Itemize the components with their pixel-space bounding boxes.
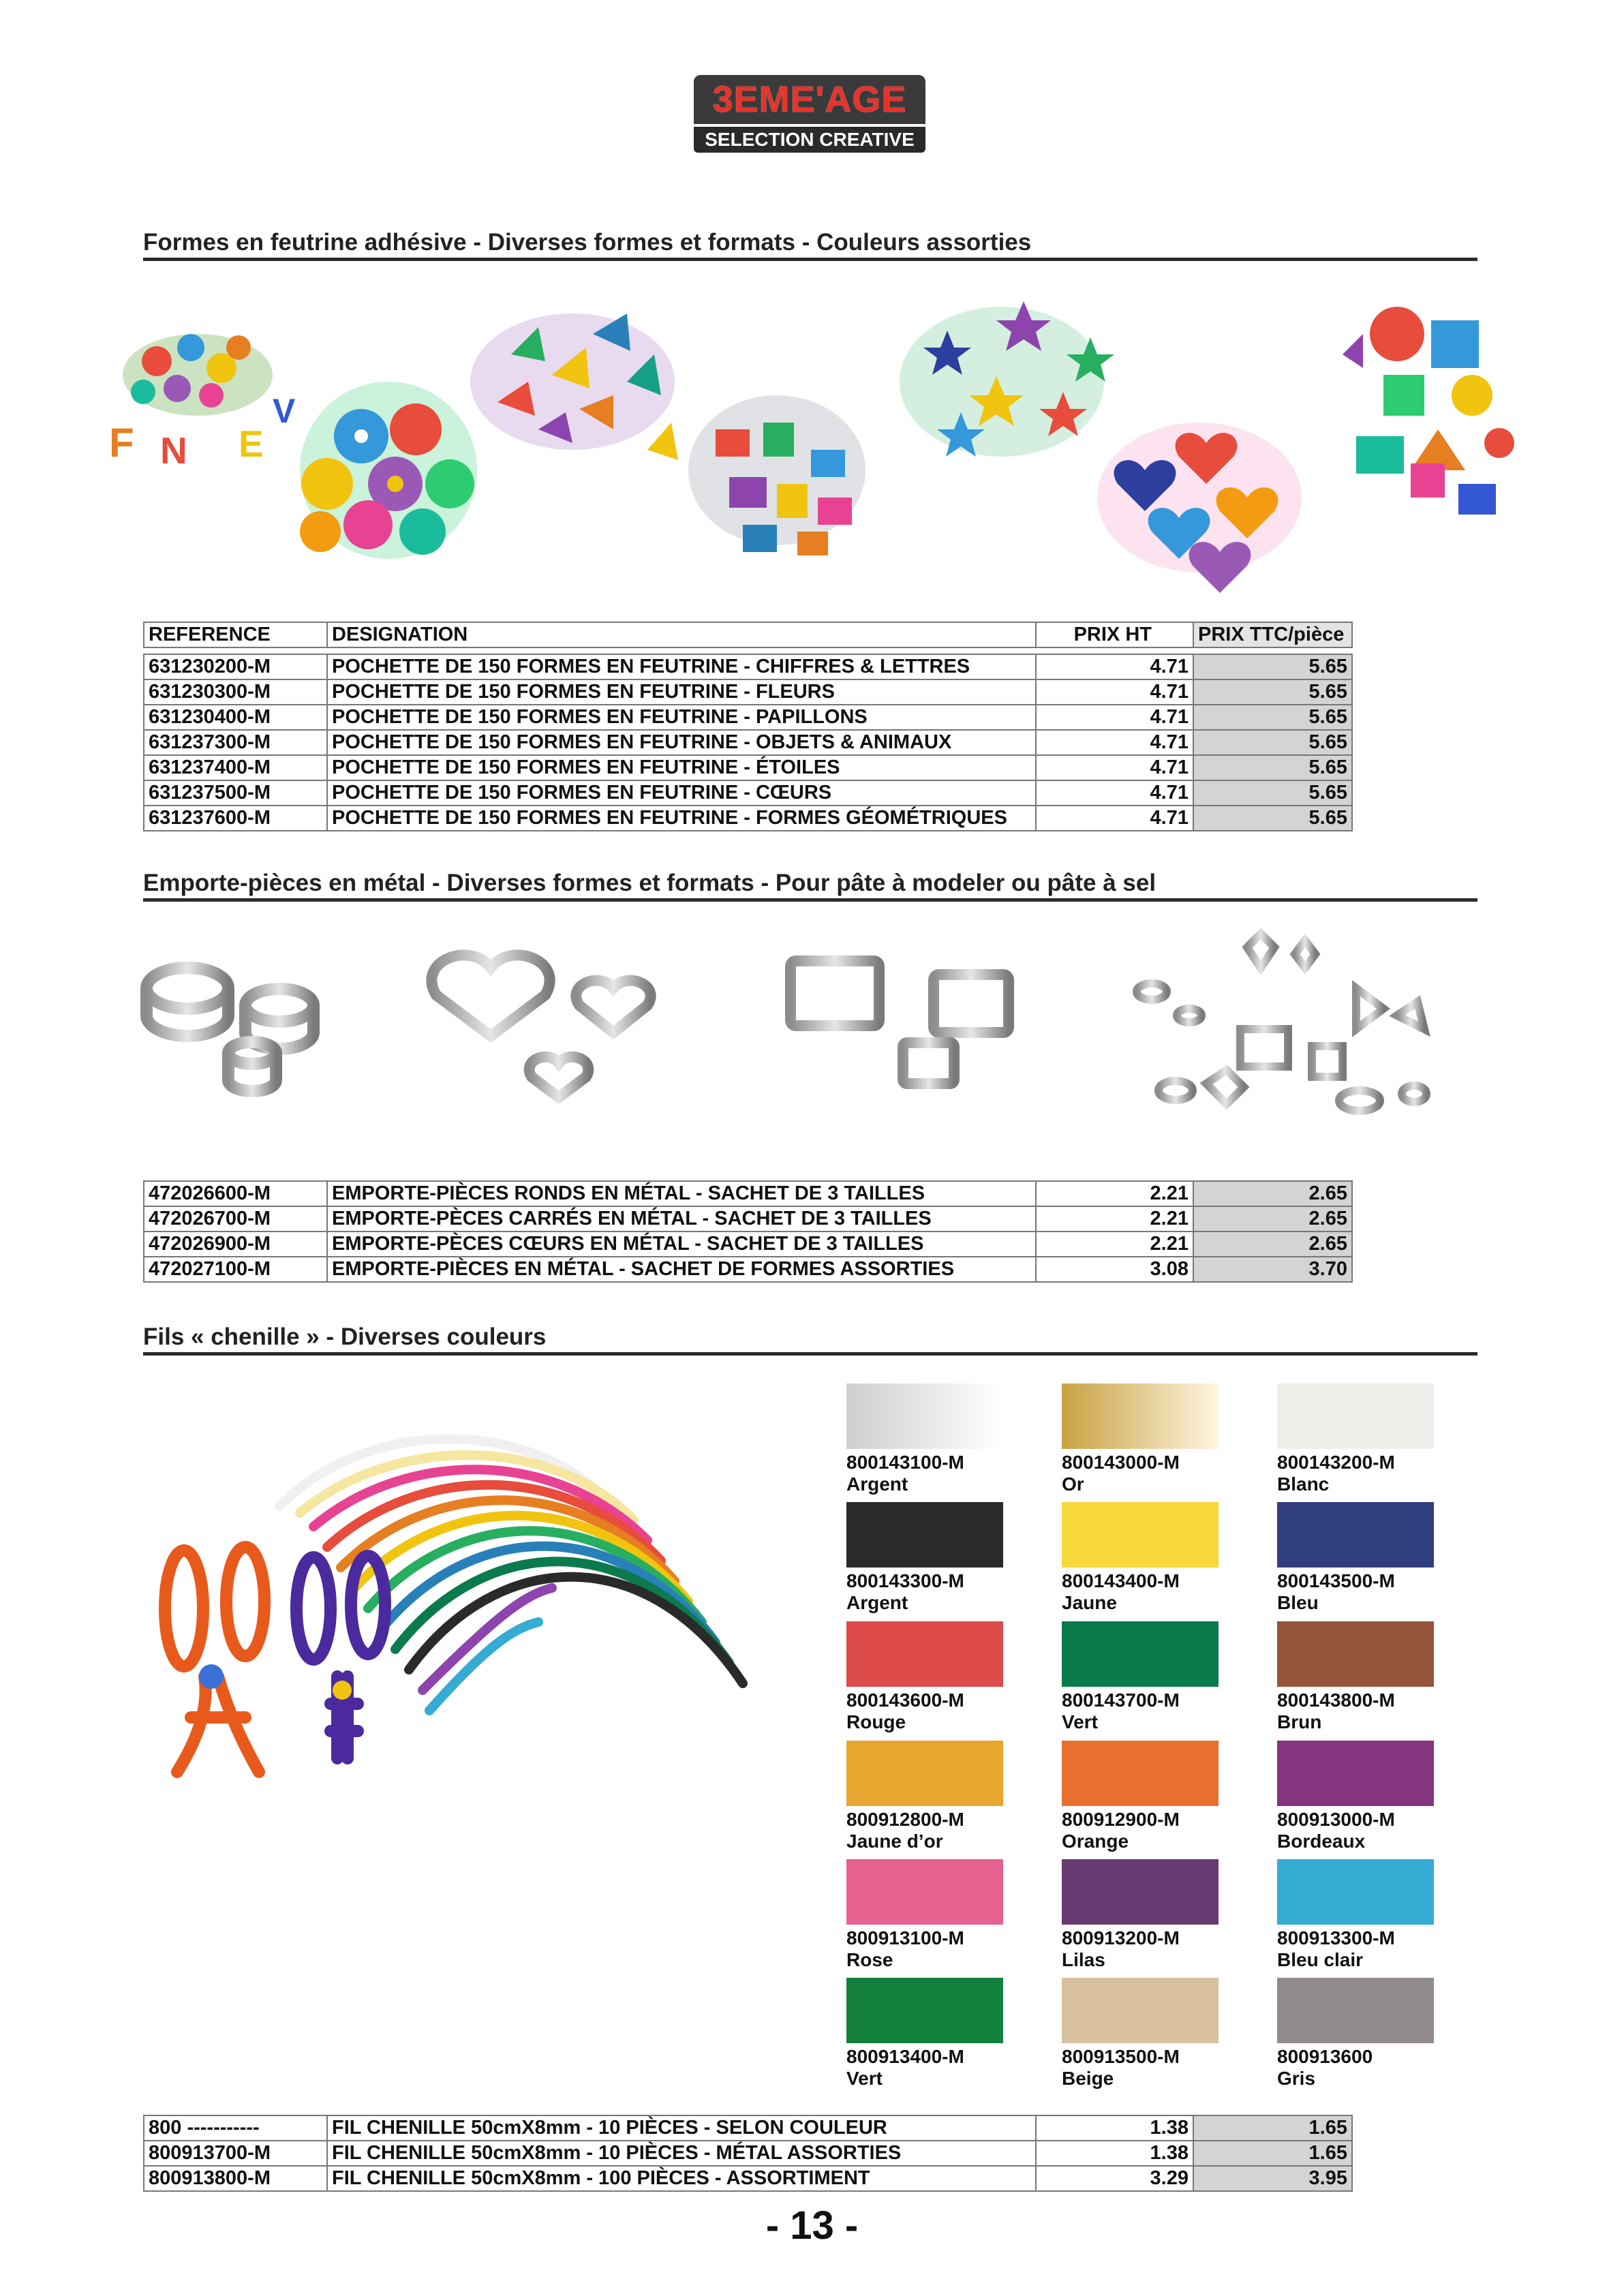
swatch-name: Vert	[1062, 1711, 1098, 1732]
cell-prix-ht: 3.08	[1036, 1257, 1193, 1282]
swatch-name: Rose	[846, 1949, 893, 1970]
cell-reference: 472026600-M	[144, 1181, 327, 1206]
cell-prix-ht: 2.21	[1036, 1232, 1193, 1257]
table-row	[144, 2166, 1352, 2191]
cell-prix-ht: 2.21	[1036, 1206, 1193, 1232]
swatch-item	[1062, 1741, 1219, 1852]
swatch-color-chip	[846, 1978, 1003, 2043]
felt-price-table	[143, 622, 1353, 831]
swatch-item	[846, 1859, 1003, 1971]
page-number: - 13 -	[765, 2203, 859, 2248]
swatch-code: 800913600	[1277, 2046, 1373, 2067]
swatch-color-chip	[1062, 1502, 1219, 1567]
cell-reference: 631230400-M	[144, 705, 327, 730]
swatch-item	[1062, 1859, 1219, 1971]
swatch-code: 800143300-M	[846, 1570, 964, 1591]
purple-bunny-image	[296, 1556, 385, 1758]
cell-prix-ttc: 1.65	[1193, 2115, 1352, 2141]
swatch-code: 800913300-M	[1277, 1927, 1395, 1948]
swatch-code: 800912800-M	[846, 1809, 964, 1830]
swatch-color-chip	[1062, 1859, 1219, 1925]
cell-reference: 631237500-M	[144, 780, 327, 806]
swatch-name: Beige	[1062, 2068, 1114, 2089]
cell-reference: 800 -----------	[144, 2115, 327, 2141]
felt-butterflies-image	[470, 313, 678, 460]
header-prix-ttc: PRIX TTC/pièce	[1193, 622, 1352, 647]
assorted-cutters-image	[1137, 934, 1426, 1111]
cell-prix-ht: 3.29	[1036, 2166, 1193, 2191]
cell-reference: 472027100-M	[144, 1257, 327, 1282]
cell-prix-ttc: 5.65	[1193, 705, 1352, 730]
section-title-chenille: Fils « chenille » - Diverses couleurs	[143, 1324, 547, 1350]
swatch-color-chip	[1277, 1859, 1434, 1925]
cell-designation: EMPORTE-PÈCES CARRÉS EN MÉTAL - SACHET DE 3 TAILLES	[327, 1206, 1036, 1232]
section-rule	[143, 1352, 1477, 1356]
cell-prix-ttc: 5.65	[1193, 730, 1352, 755]
svg-text:V: V	[273, 392, 296, 430]
cell-prix-ht: 4.71	[1036, 730, 1193, 755]
swatch-color-chip	[1277, 1502, 1434, 1567]
felt-geometric-image	[1343, 307, 1514, 515]
cell-reference: 631237400-M	[144, 755, 327, 780]
swatch-name: Bleu clair	[1277, 1949, 1364, 1970]
cell-prix-ht: 1.38	[1036, 2141, 1193, 2166]
swatch-name: Bordeaux	[1277, 1831, 1366, 1852]
table-row	[144, 1206, 1352, 1232]
swatch-name: Jaune d’or	[846, 1831, 943, 1852]
swatch-code: 800913400-M	[846, 2046, 964, 2067]
brand-logo	[694, 75, 925, 153]
swatch-color-chip	[1277, 1978, 1434, 2043]
swatch-name: Jaune	[1062, 1592, 1117, 1613]
cell-prix-ttc: 5.65	[1193, 806, 1352, 831]
swatch-code: 800912900-M	[1062, 1809, 1180, 1830]
cell-designation: POCHETTE DE 150 FORMES EN FEUTRINE - CHIFFRES & LETTRES	[327, 654, 1036, 679]
section-title-cutters: Emporte-pièces en métal - Diverses formes et formats - Pour pâte à modeler ou pâte à sel	[143, 870, 1156, 896]
table-row	[144, 679, 1352, 705]
table-row	[144, 806, 1352, 831]
table-header-row	[144, 622, 1352, 647]
swatch-code: 800143200-M	[1277, 1452, 1395, 1473]
swatch-color-chip	[846, 1502, 1003, 1567]
swatch-item	[846, 1978, 1003, 2090]
cell-designation: POCHETTE DE 150 FORMES EN FEUTRINE - OBJETS & ANIMAUX	[327, 730, 1036, 755]
cell-designation: FIL CHENILLE 50cmX8mm - 100 PIÈCES - ASSORTIMENT	[327, 2166, 1036, 2191]
table-row	[144, 2141, 1352, 2166]
swatch-code: 800143700-M	[1062, 1689, 1180, 1711]
cell-prix-ht: 1.38	[1036, 2115, 1193, 2141]
cell-prix-ttc: 5.65	[1193, 679, 1352, 705]
section-rule	[143, 258, 1477, 261]
swatch-name: Orange	[1062, 1831, 1129, 1852]
table-row	[144, 730, 1352, 755]
table-row	[144, 1181, 1352, 1206]
cell-prix-ttc: 3.95	[1193, 2166, 1352, 2191]
chenille-price-table	[143, 2115, 1353, 2192]
swatch-code: 800143600-M	[846, 1689, 964, 1711]
section-title-felt: Formes en feutrine adhésive - Diverses formes et formats - Couleurs assorties	[143, 229, 1032, 256]
swatch-code: 800143500-M	[1277, 1570, 1395, 1591]
swatch-code: 800143000-M	[1062, 1452, 1180, 1473]
metal-cutters-illustration	[136, 927, 1465, 1159]
swatch-item	[1277, 1383, 1434, 1495]
swatch-color-chip	[1062, 1383, 1219, 1449]
cell-designation: FIL CHENILLE 50cmX8mm - 10 PIÈCES - MÉTAL ASSORTIES	[327, 2141, 1036, 2166]
cell-prix-ttc: 2.65	[1193, 1181, 1352, 1206]
cell-prix-ht: 4.71	[1036, 679, 1193, 705]
svg-text:F: F	[109, 420, 134, 465]
cell-designation: POCHETTE DE 150 FORMES EN FEUTRINE - FORMES GÉOMÉTRIQUES	[327, 806, 1036, 831]
cell-prix-ttc: 3.70	[1193, 1257, 1352, 1282]
felt-flowers-image	[300, 382, 477, 559]
cell-reference: 631237600-M	[144, 806, 327, 831]
swatch-item	[1277, 1978, 1434, 2090]
cell-designation: EMPORTE-PIÈCES RONDS EN MÉTAL - SACHET DE 3 TAILLES	[327, 1181, 1036, 1206]
swatch-name: Bleu	[1277, 1592, 1319, 1613]
swatch-color-chip	[1277, 1741, 1434, 1806]
cell-prix-ht: 4.71	[1036, 806, 1193, 831]
cell-designation: POCHETTE DE 150 FORMES EN FEUTRINE - FLEURS	[327, 679, 1036, 705]
felt-stars-image	[900, 301, 1114, 457]
svg-text:E: E	[239, 423, 264, 465]
swatch-name: Rouge	[846, 1711, 906, 1732]
logo-tagline-block	[694, 127, 925, 153]
cell-prix-ht: 2.21	[1036, 1181, 1193, 1206]
swatch-color-chip	[1277, 1383, 1434, 1449]
header-reference: REFERENCE	[144, 622, 327, 647]
cell-designation: EMPORTE-PÈCES CŒURS EN MÉTAL - SACHET DE 3 TAILLES	[327, 1232, 1036, 1257]
swatch-item	[1062, 1621, 1219, 1733]
swatch-item	[846, 1502, 1003, 1614]
cell-reference: 472026700-M	[144, 1206, 327, 1232]
cell-reference: 631237300-M	[144, 730, 327, 755]
table-row	[144, 705, 1352, 730]
swatch-color-chip	[1062, 1621, 1219, 1687]
section-rule	[143, 898, 1477, 902]
swatch-color-chip	[846, 1859, 1003, 1925]
table-row	[144, 654, 1352, 679]
swatch-color-chip	[846, 1383, 1003, 1449]
swatch-code: 800913000-M	[1277, 1809, 1395, 1830]
swatch-code: 800913200-M	[1062, 1927, 1180, 1948]
swatch-name: Or	[1062, 1473, 1084, 1495]
swatch-item	[1277, 1859, 1434, 1971]
chenille-illustration	[143, 1390, 825, 1874]
swatch-item	[846, 1621, 1003, 1733]
cell-prix-ttc: 5.65	[1193, 780, 1352, 806]
cell-designation: POCHETTE DE 150 FORMES EN FEUTRINE - CŒURS	[327, 780, 1036, 806]
heart-cutters-image	[431, 955, 650, 1097]
table-row	[144, 1232, 1352, 1257]
swatch-code: 800143400-M	[1062, 1570, 1180, 1591]
felt-shapes-illustration	[102, 293, 1520, 600]
swatch-code: 800913500-M	[1062, 2046, 1180, 2067]
swatch-item	[1062, 1502, 1219, 1614]
logo-brand-text: 3EME'AGE	[712, 79, 907, 120]
square-cutters-image	[791, 961, 1009, 1084]
table-row	[144, 780, 1352, 806]
cell-prix-ht: 4.71	[1036, 755, 1193, 780]
swatch-item	[1277, 1502, 1434, 1614]
cell-prix-ttc: 2.65	[1193, 1232, 1352, 1257]
swatch-color-chip	[1062, 1978, 1219, 2043]
table-row	[144, 2115, 1352, 2141]
felt-animals-image	[688, 395, 865, 555]
swatch-code: 800143800-M	[1277, 1689, 1395, 1711]
svg-text:N: N	[160, 429, 187, 472]
swatch-name: Argent	[846, 1473, 908, 1495]
swatch-color-chip	[1062, 1741, 1219, 1806]
swatch-item	[1062, 1978, 1219, 2090]
cell-reference: 800913800-M	[144, 2166, 327, 2191]
swatch-color-chip	[1277, 1621, 1434, 1687]
cell-prix-ht: 4.71	[1036, 654, 1193, 679]
header-designation: DESIGNATION	[327, 622, 1036, 647]
swatch-item	[1277, 1621, 1434, 1733]
felt-letters-image	[109, 334, 296, 472]
swatch-item	[1062, 1383, 1219, 1495]
logo-brand-block	[694, 75, 925, 124]
swatch-name: Vert	[846, 2068, 883, 2089]
round-cutters-image	[147, 968, 313, 1091]
orange-bunny-image	[165, 1547, 264, 1772]
cell-reference: 472026900-M	[144, 1232, 327, 1257]
swatch-name: Argent	[846, 1592, 908, 1613]
swatch-color-chip	[846, 1621, 1003, 1687]
header-prix-ht: PRIX HT	[1036, 622, 1193, 647]
cell-prix-ht: 4.71	[1036, 705, 1193, 730]
cell-designation: POCHETTE DE 150 FORMES EN FEUTRINE - ÉTOILES	[327, 755, 1036, 780]
swatch-name: Brun	[1277, 1711, 1322, 1732]
swatch-item	[846, 1741, 1003, 1852]
swatch-color-chip	[846, 1741, 1003, 1806]
cell-prix-ttc: 1.65	[1193, 2141, 1352, 2166]
cell-prix-ttc: 2.65	[1193, 1206, 1352, 1232]
cell-reference: 631230200-M	[144, 654, 327, 679]
cell-prix-ttc: 5.65	[1193, 654, 1352, 679]
cell-designation: POCHETTE DE 150 FORMES EN FEUTRINE - PAPILLONS	[327, 705, 1036, 730]
swatch-item	[846, 1383, 1003, 1495]
felt-hearts-image	[1097, 423, 1302, 593]
swatch-name: Blanc	[1277, 1473, 1330, 1495]
swatch-code: 800143100-M	[846, 1452, 964, 1473]
swatch-item	[1277, 1741, 1434, 1852]
swatch-name: Lilas	[1062, 1949, 1105, 1970]
logo-tagline-text: SELECTION CREATIVE	[705, 129, 915, 150]
cutters-price-table	[143, 1180, 1353, 1283]
table-spacer	[144, 647, 1352, 654]
cell-reference: 631230300-M	[144, 679, 327, 705]
cell-prix-ttc: 5.65	[1193, 755, 1352, 780]
cell-reference: 800913700-M	[144, 2141, 327, 2166]
swatch-code: 800913100-M	[846, 1927, 964, 1948]
table-row	[144, 1257, 1352, 1282]
cell-prix-ht: 4.71	[1036, 780, 1193, 806]
table-row	[144, 755, 1352, 780]
cell-designation: FIL CHENILLE 50cmX8mm - 10 PIÈCES - SELON COULEUR	[327, 2115, 1036, 2141]
swatch-name: Gris	[1277, 2068, 1316, 2089]
cell-designation: EMPORTE-PIÈCES EN MÉTAL - SACHET DE FORMES ASSORTIES	[327, 1257, 1036, 1282]
